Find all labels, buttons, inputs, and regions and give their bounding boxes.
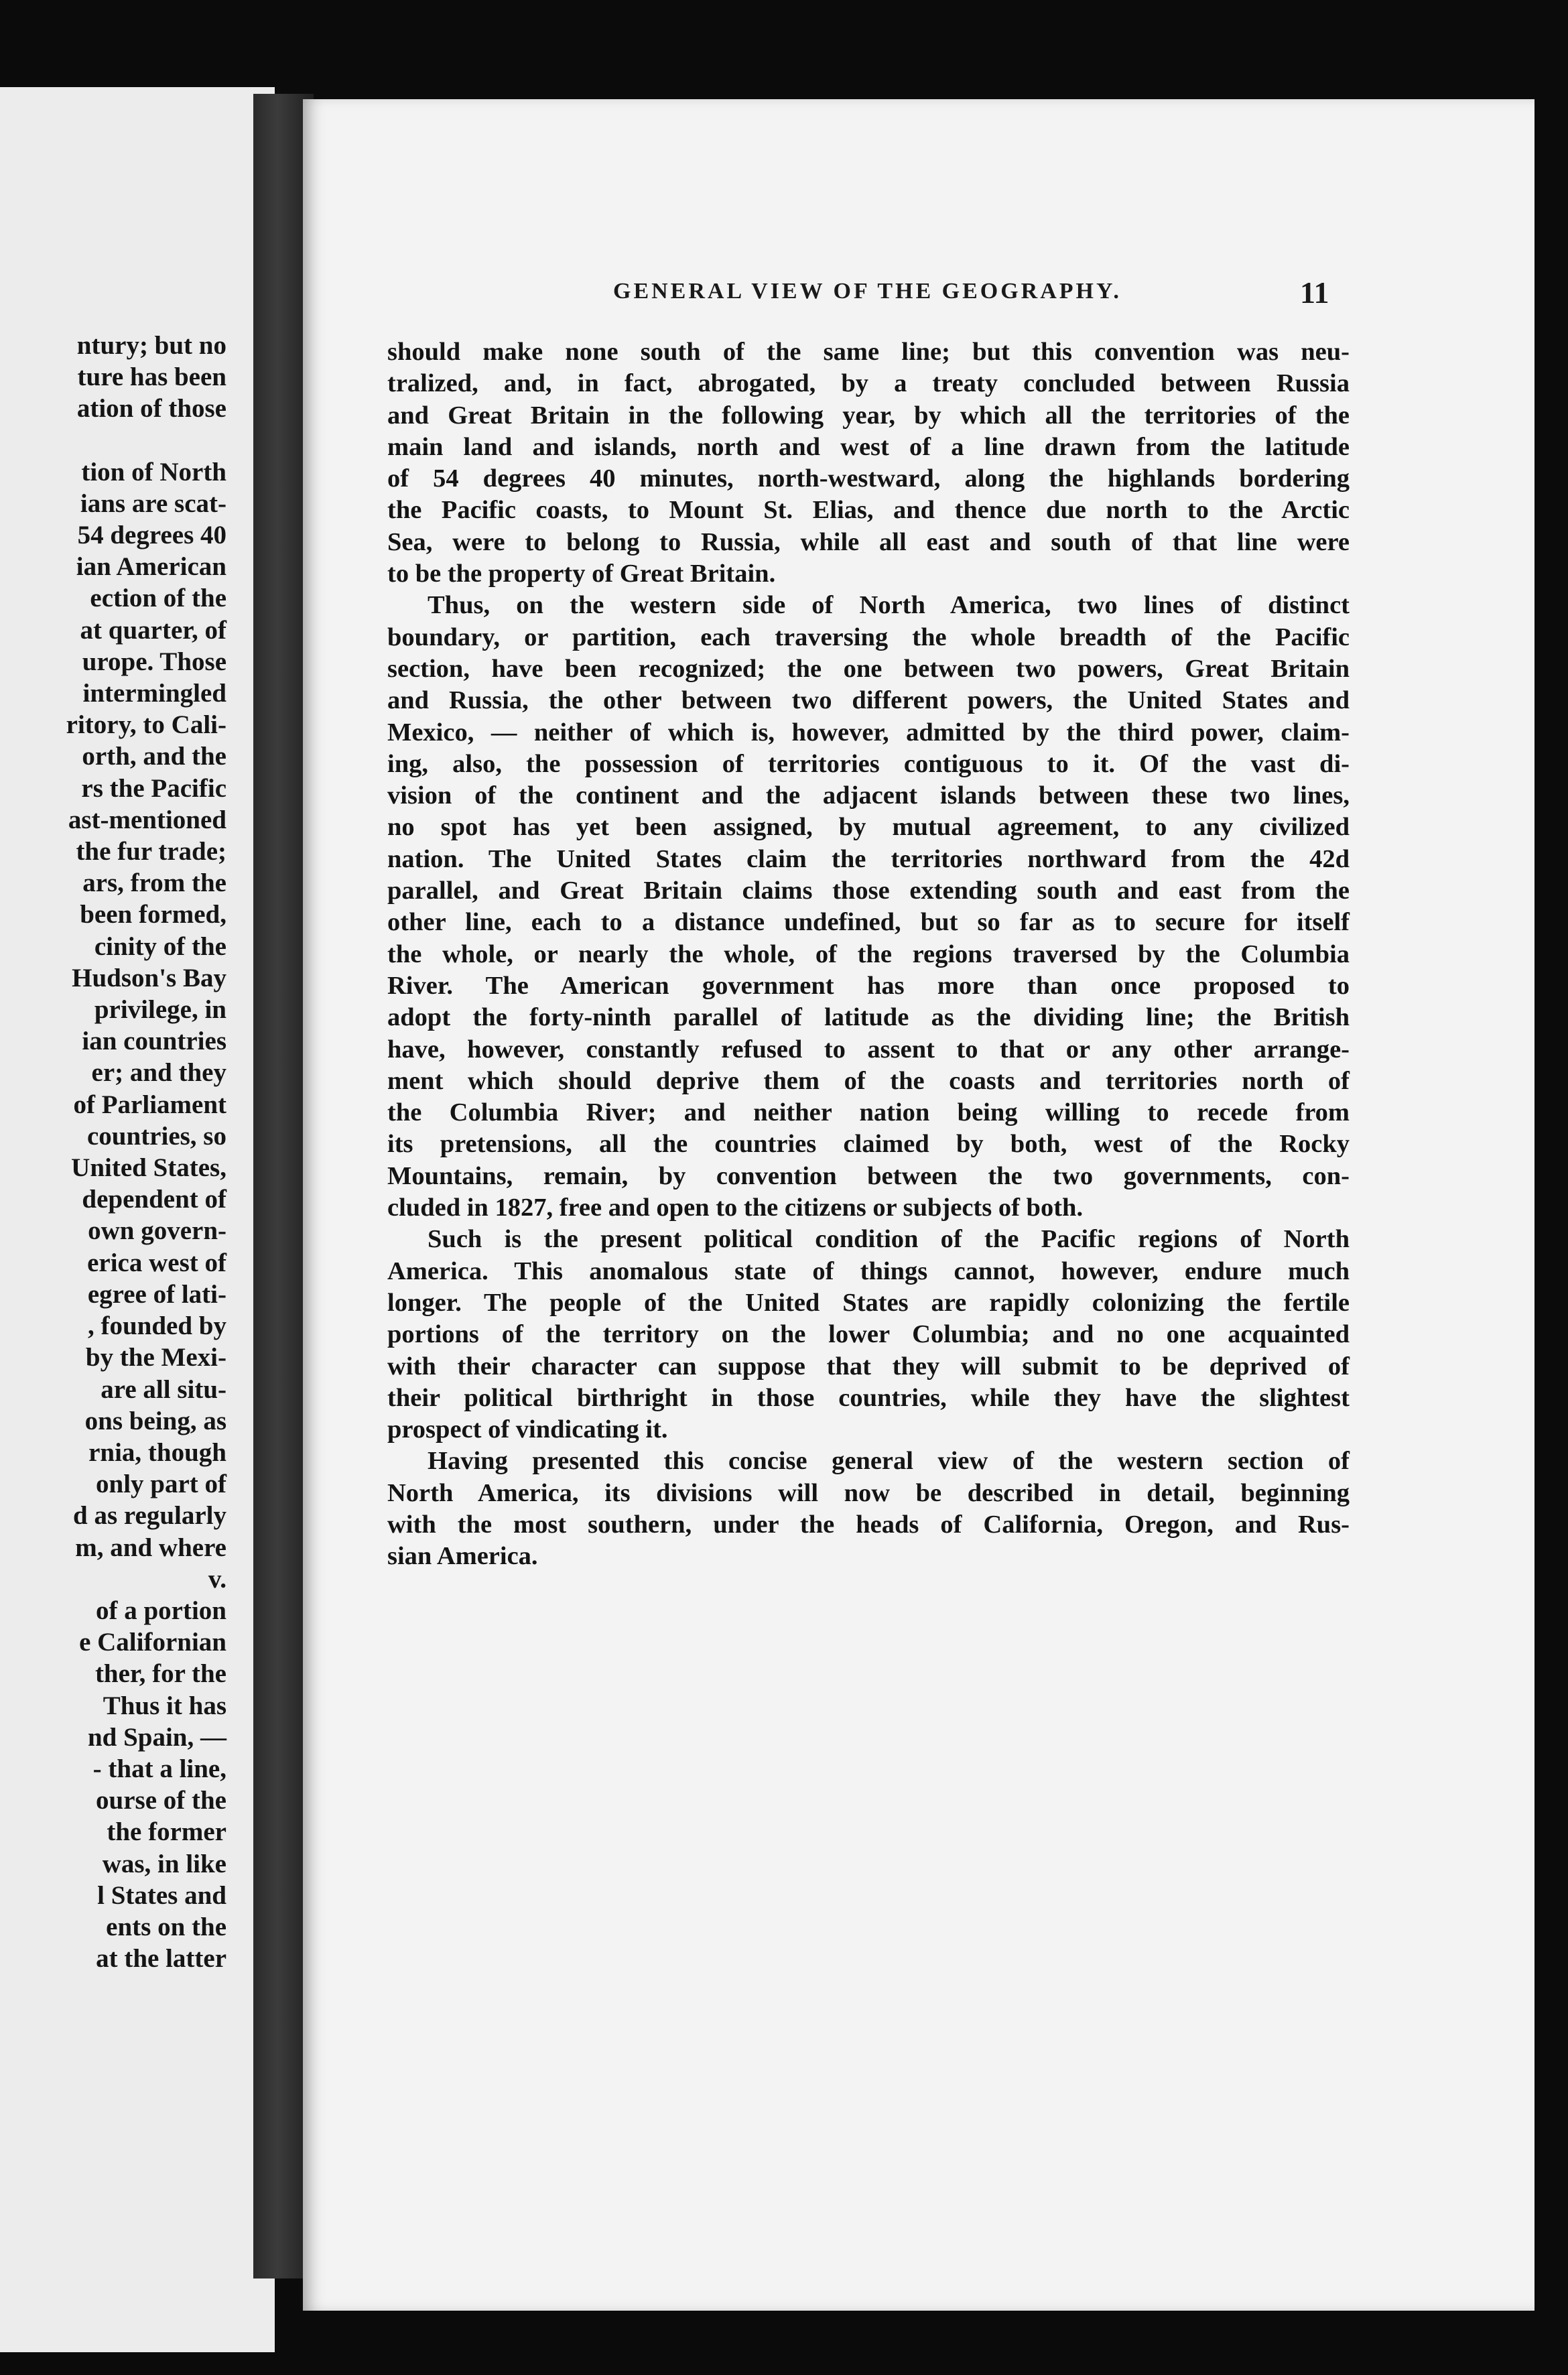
paragraph-line: portions of the territory on the lower Columbia; and no one acquainted: [387, 1320, 1350, 1349]
paragraph-line: to be the property of Great Britain.: [387, 560, 776, 588]
left-page-line: ther, for the: [94, 1659, 226, 1689]
left-page-line: e Californian: [79, 1628, 226, 1657]
paragraph-line: Thus, on the western side of North America, two lines of distinct: [428, 591, 1350, 620]
page-number: 11: [1300, 275, 1329, 310]
paragraph-line: no spot has yet been assigned, by mutual agreement, to any civilized: [387, 813, 1350, 842]
left-page-line: rnia, though: [88, 1437, 226, 1467]
left-page-line: ians are scat-: [80, 489, 226, 518]
running-head-title: GENERAL VIEW OF THE GEOGRAPHY.: [613, 279, 1122, 304]
paragraph-line: tralized, and, in fact, abrogated, by a treaty concluded between Russia: [387, 369, 1350, 398]
left-page-line: v.: [208, 1564, 226, 1594]
paragraph-line: and Russia, the other between two different powers, the United States and: [387, 686, 1350, 715]
left-page-line: ection of the: [90, 584, 226, 613]
paragraph-line: cluded in 1827, free and open to the citizens or subjects of both.: [387, 1194, 1084, 1222]
left-page-line: orth, and the: [82, 742, 226, 771]
running-head: [303, 275, 1534, 315]
left-page-line: ast-mentioned: [68, 805, 226, 834]
left-page-line: Hudson's Bay: [72, 963, 226, 992]
paragraph-line: other line, each to a distance undefined, but so far as to secure for itself: [387, 908, 1350, 937]
left-page-line: ourse of the: [96, 1786, 226, 1815]
left-page-line: ation of those: [76, 394, 226, 424]
left-page-line: are all situ-: [101, 1374, 226, 1404]
left-page-line: 54 degrees 40: [77, 521, 226, 550]
left-page-line: ents on the: [106, 1912, 226, 1941]
body-text: [387, 336, 1350, 1573]
left-page-line: ars, from the: [82, 869, 226, 898]
left-page-line: d as regularly: [73, 1501, 226, 1531]
paragraph-line: boundary, or partition, each traversing the whole breadth of the Pacific: [387, 623, 1350, 651]
paragraph-line: should make none south of the same line; but this convention was neu-: [387, 338, 1350, 366]
left-page-line: at quarter, of: [80, 615, 226, 645]
left-page-line: tion of North: [81, 457, 226, 487]
paragraph-line: parallel, and Great Britain claims those extending south and east from the: [387, 877, 1350, 905]
left-page-line: egree of lati-: [87, 1279, 226, 1309]
left-page-line: been formed,: [80, 900, 226, 929]
left-page-line: own govern-: [88, 1216, 226, 1246]
paragraph-line: the Pacific coasts, to Mount St. Elias, and thence due north to the Arctic: [387, 496, 1350, 525]
paragraph-line: nation. The United States claim the territories northward from the 42d: [387, 844, 1350, 873]
paragraph-line: River. The American government has more than once proposed to: [387, 971, 1350, 1000]
paragraph-line: prospect of vindicating it.: [387, 1415, 668, 1444]
paragraph-line: the whole, or nearly the whole, of the regions traversed by the Columbia: [387, 940, 1350, 968]
left-page-line: by the Mexi-: [85, 1343, 226, 1372]
left-page-line: dependent of: [82, 1185, 226, 1214]
left-page-line: United States,: [71, 1153, 226, 1183]
paragraph-line: Mexico, — neither of which is, however, admitted by the third power, claim-: [387, 718, 1350, 747]
left-page-line: urope. Those: [82, 647, 226, 676]
left-page-line: nd Spain, —: [87, 1722, 226, 1752]
paragraph-line: ment which should deprive them of the coasts and territories north of: [387, 1066, 1350, 1095]
left-page-text: [0, 330, 226, 1974]
paragraph-line: with their character can suppose that they will submit to be deprived of: [387, 1352, 1350, 1381]
left-page-line: ntury; but no: [76, 331, 226, 360]
left-page-line: rs the Pacific: [81, 773, 226, 803]
left-page: [0, 87, 275, 2352]
paragraph-line: longer. The people of the United States are rapidly colonizing the fertile: [387, 1288, 1350, 1317]
left-page-line: only part of: [96, 1470, 226, 1499]
left-page-line: , founded by: [88, 1311, 226, 1341]
left-page-line: countries, so: [87, 1121, 226, 1151]
left-page-line: ons being, as: [84, 1406, 226, 1435]
left-page-line: er; and they: [91, 1058, 226, 1088]
left-page-line: Thus it has: [103, 1691, 226, 1720]
left-page-line: the fur trade;: [76, 837, 226, 866]
paragraph-line: section, have been recognized; the one between two powers, Great Britain: [387, 654, 1350, 683]
left-page-line: was, in like: [102, 1849, 226, 1878]
paragraph-line: Sea, were to belong to Russia, while all east and south of that line were: [387, 527, 1350, 556]
left-page-line: of Parliament: [73, 1090, 226, 1119]
left-page-line: of a portion: [96, 1596, 226, 1625]
paragraph-line: of 54 degrees 40 minutes, north-westward, along the highlands bordering: [387, 464, 1350, 493]
left-page-line: the former: [107, 1817, 226, 1847]
left-page-line: ian American: [76, 552, 226, 582]
left-page-line: privilege, in: [94, 995, 226, 1025]
left-page-line: at the latter: [96, 1944, 226, 1974]
paragraph-line: and Great Britain in the following year, by which all the territories of the: [387, 401, 1350, 430]
paragraph-line: Having presented this concise general view of the western section of: [428, 1447, 1350, 1476]
left-page-line: ture has been: [77, 363, 226, 392]
left-page-line: intermingled: [82, 679, 226, 708]
paragraph-line: the Columbia River; and neither nation being willing to recede from: [387, 1098, 1350, 1127]
paragraph-line: its pretensions, all the countries claimed by both, west of the Rocky: [387, 1130, 1350, 1159]
paragraph-line: North America, its divisions will now be described in detail, beginning: [387, 1478, 1350, 1507]
paragraph-line: with the most southern, under the heads of California, Oregon, and Rus-: [387, 1510, 1350, 1539]
paragraph-line: ing, also, the possession of territories contiguous to it. Of the vast di-: [387, 749, 1350, 778]
left-page-line: l States and: [97, 1880, 226, 1910]
left-page-line: [0, 425, 226, 456]
left-page-line: - that a line,: [92, 1754, 226, 1783]
left-page-line: erica west of: [87, 1248, 226, 1277]
left-page-line: cinity of the: [94, 932, 226, 961]
paragraph-line: adopt the forty-ninth parallel of latitude as the dividing line; the British: [387, 1003, 1350, 1032]
paragraph-line: Mountains, remain, by convention between the two governments, con-: [387, 1161, 1350, 1190]
right-page: [303, 99, 1534, 2311]
paragraph-line: their political birthright in those countries, while they have the slightest: [387, 1383, 1350, 1412]
paragraph-line: Such is the present political condition of the Pacific regions of North: [428, 1225, 1350, 1254]
paragraph-line: vision of the continent and the adjacent islands between these two lines,: [387, 781, 1350, 810]
paragraph-line: have, however, constantly refused to assent to that or any other arrange-: [387, 1035, 1350, 1064]
left-page-line: ian countries: [82, 1027, 226, 1056]
paragraph-line: America. This anomalous state of things cannot, however, endure much: [387, 1257, 1350, 1285]
paragraph-line: sian America.: [387, 1542, 538, 1571]
paragraph-line: main land and islands, north and west of a line drawn from the latitude: [387, 432, 1350, 461]
left-page-line: m, and where: [75, 1533, 226, 1562]
left-page-line: ritory, to Cali-: [66, 710, 226, 740]
